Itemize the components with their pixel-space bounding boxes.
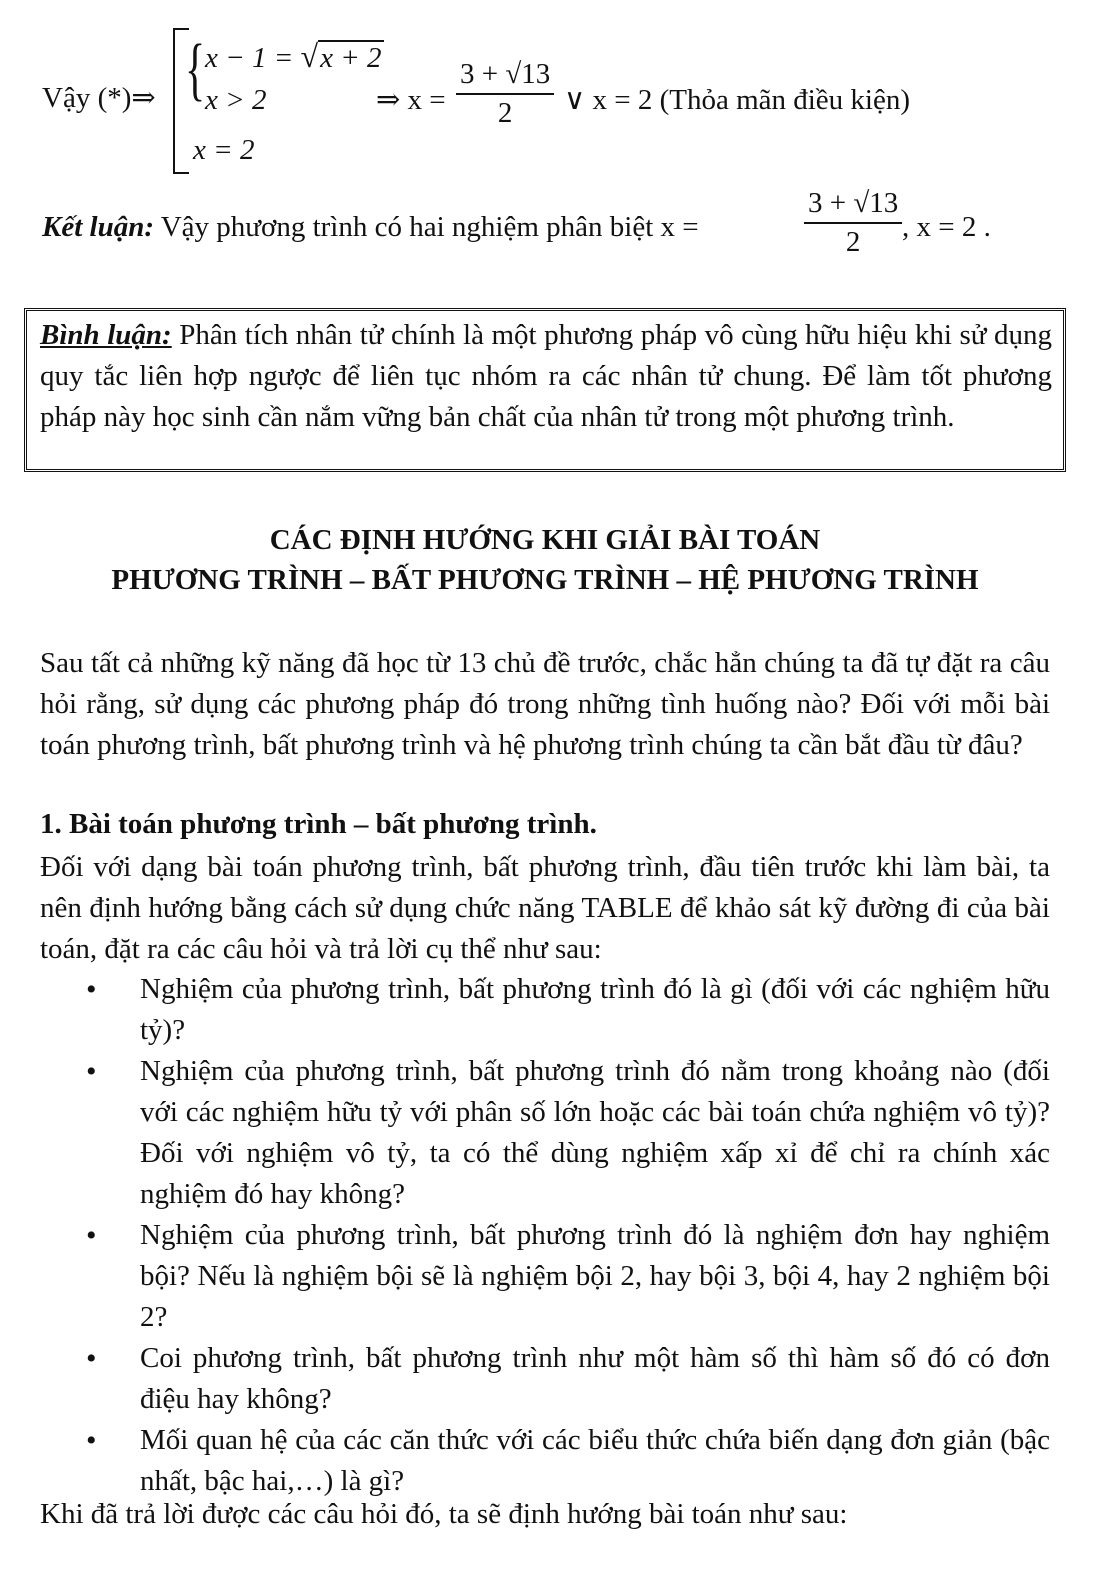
eq1-sqrt: x + 2 (320, 42, 382, 74)
implies-x: ⇒ x = (376, 84, 446, 116)
section-heading-line2: PHƯƠNG TRÌNH – BẤT PHƯƠNG TRÌNH – HỆ PHƯƠNG TRÌNH (111, 564, 979, 596)
curly-brace: { (185, 31, 206, 108)
comment-text (40, 315, 1052, 438)
question-list (40, 969, 1050, 1502)
list-item-text: Mối quan hệ của các căn thức với các biểu thức chứa biến dạng đơn giản (bậc nhất, bậc hai,…) là gì? (140, 1424, 1050, 1497)
conclusion-numerator: 3 + √13 (804, 187, 902, 224)
section1-title: 1. Bài toán phương trình – bất phương trình. (40, 808, 597, 840)
list-item-text: Coi phương trình, bất phương trình như một hàm số thì hàm số đó có đơn điệu hay không? (140, 1342, 1050, 1415)
comment-body: Phân tích nhân tử chính là một phương pháp vô cùng hữu hiệu khi sử dụng quy tắc liên hợp ngược để liên tục nhóm ra các nhân tử chung. Để làm tốt phương pháp này học sinh cần nắm vững bản chất của nhân tử trong một phương trình. (40, 319, 1053, 433)
intro-paragraph: Sau tất cả những kỹ năng đã học từ 13 chủ đề trước, chắc hẳn chúng ta đã tự đặt ra câu hỏi rằng, sử dụng các phương pháp đó trong những tình huống nào? Đối với mỗi bài toán phương trình, bất phương trình và hệ phương trình chúng ta cần bắt đầu từ đâu? (40, 647, 1050, 761)
section1-paragraph: Đối với dạng bài toán phương trình, bất phương trình, đầu tiên trước khi làm bài, ta nên định hướng bằng cách sử dụng chức năng TABLE để khảo sát kỹ đường đi của bài toán, đặt ra các câu hỏi và trả lời cụ thể như sau: (40, 851, 1050, 965)
list-item (40, 969, 1050, 1051)
list-item (40, 1338, 1050, 1420)
conclusion-line (42, 211, 699, 244)
system-eq-1 (205, 38, 384, 75)
closing-line: Khi đã trả lời được các câu hỏi đó, ta sẽ định hướng bài toán như sau: (40, 1498, 848, 1530)
bullet-icon: • (86, 973, 97, 1006)
list-item (40, 1215, 1050, 1338)
bullet-icon: • (86, 1342, 97, 1375)
bullet-icon: • (86, 1055, 97, 1088)
list-item-text: Nghiệm của phương trình, bất phương trình đó là gì (đối với các nghiệm hữu tỷ)? (140, 973, 1050, 1046)
comment-label: Bình luận: (40, 319, 172, 351)
root-fraction (456, 58, 554, 130)
list-item-text: Nghiệm của phương trình, bất phương trình đó nằm trong khoảng nào (đối với các nghiệm hữu tỷ với phân số lớn hoặc các bài toán chứa nghiệm vô tỷ)? Đối với nghiệm vô tỷ, ta có thể dùng nghiệm xấp xỉ để chỉ ra chính xác nghiệm đó hay không? (140, 1055, 1050, 1210)
fraction-numerator: 3 + √13 (456, 58, 554, 95)
system-result: ∨ x = 2 (Thỏa mãn điều kiện) (564, 84, 911, 116)
sqrt-sign: √ (300, 38, 319, 74)
list-item-text: Nghiệm của phương trình, bất phương trình đó là nghiệm đơn hay nghiệm bội? Nếu là nghiệm bội sẽ là nghiệm bội 2, hay bội 3, bội 4, hay 2 nghiệm bội 2? (140, 1219, 1050, 1333)
conclusion-text: Vậy phương trình có hai nghiệm phân biệt x = (154, 211, 699, 243)
conclusion-fraction (804, 187, 902, 259)
system-prefix: Vậy (*)⇒ (42, 82, 156, 114)
system-eq-2: x > 2 (205, 84, 267, 116)
conclusion-result: , x = 2 . (902, 211, 991, 243)
fraction-denominator: 2 (497, 97, 513, 129)
list-item (40, 1420, 1050, 1502)
eq1-left: x − 1 = (205, 42, 301, 74)
section-heading-line1: CÁC ĐỊNH HƯỚNG KHI GIẢI BÀI TOÁN (269, 524, 821, 556)
bullet-icon: • (86, 1424, 97, 1457)
conclusion-denominator: 2 (845, 226, 861, 258)
bullet-icon: • (86, 1219, 97, 1252)
list-item (40, 1051, 1050, 1215)
conclusion-label: Kết luận: (42, 211, 154, 243)
system-eq-3: x = 2 (193, 134, 255, 166)
